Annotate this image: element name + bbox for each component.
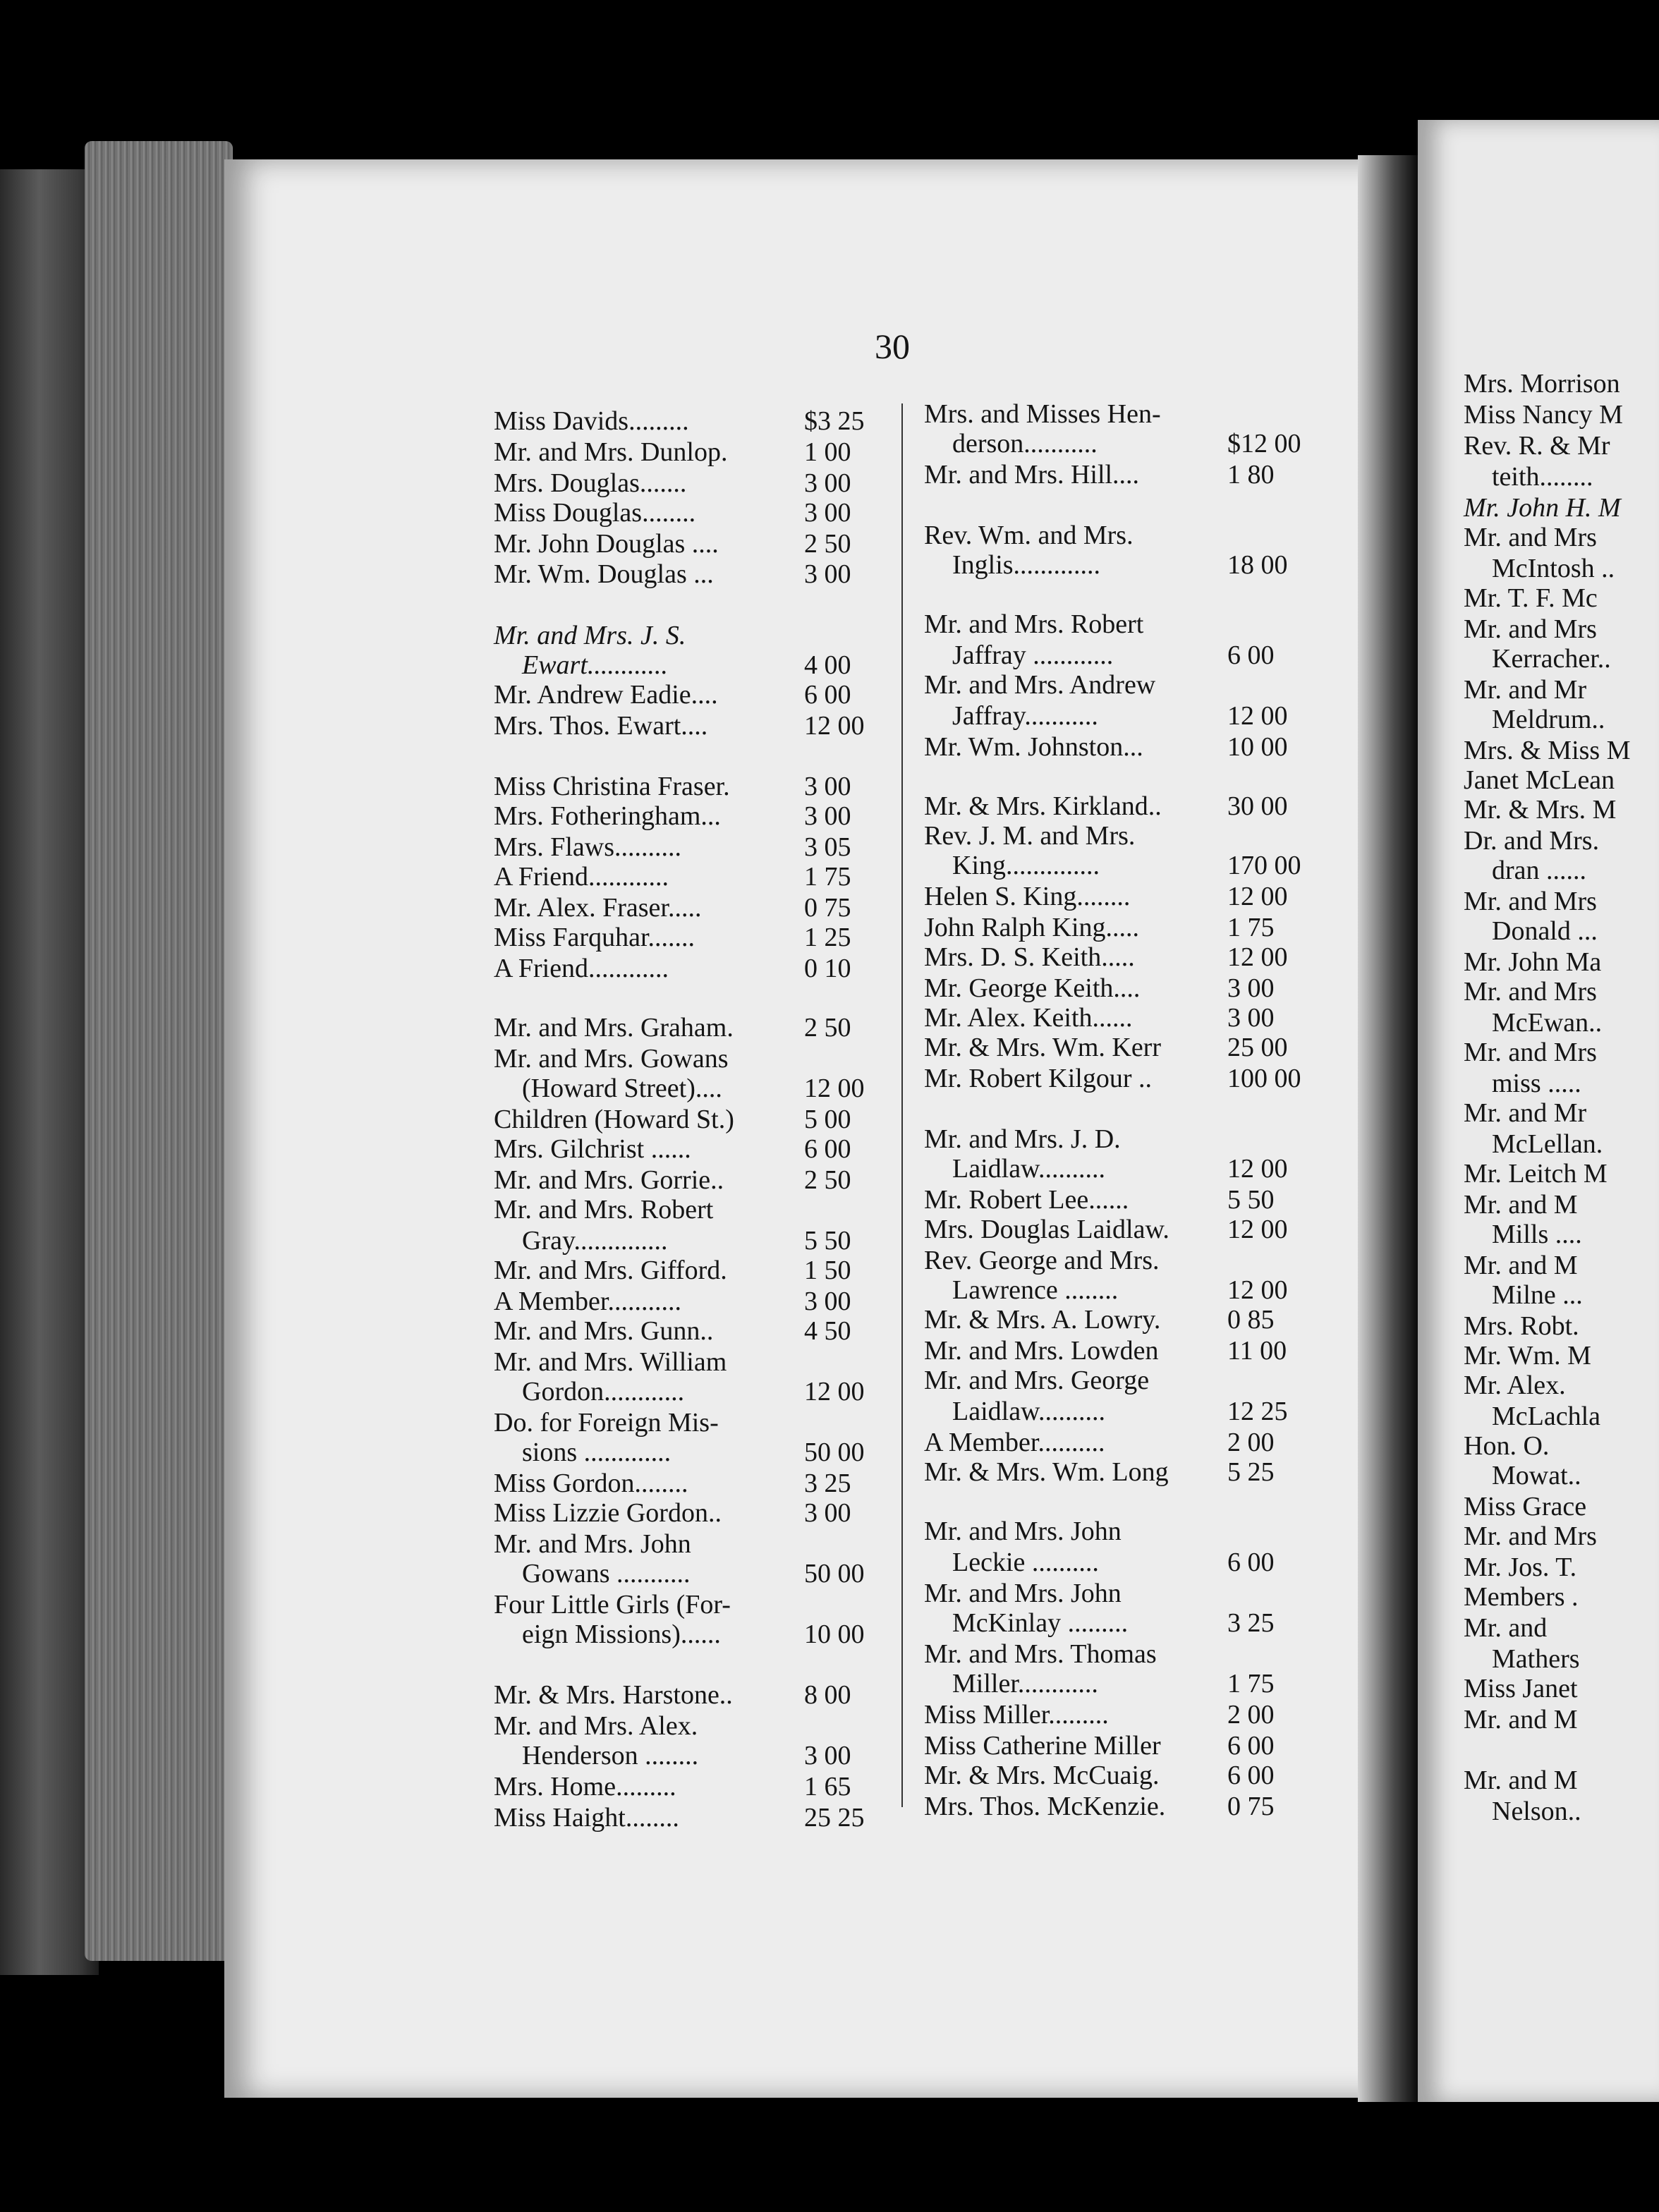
right-column-entry-name: Mr. & Mrs. Wm. Kerr <box>924 1033 1161 1062</box>
left-column-entry-name: Mr. and Mrs. Gunn.. <box>494 1316 714 1346</box>
right-column-entry-name: Mr. and Mrs. Lowden <box>924 1336 1159 1366</box>
right-column-entry <box>924 1518 1122 1545</box>
next-page-entry: McEwan.. <box>1492 1008 1603 1038</box>
right-column-entry-amount: 25 00 <box>1227 1033 1288 1062</box>
next-page-entry: Mr. and M <box>1464 1705 1578 1734</box>
right-column-entry-name: Mr. and Mrs. John <box>924 1579 1122 1608</box>
next-page-entry: Mr. T. F. Mc <box>1464 583 1598 613</box>
left-column-entry-amount: 50 00 <box>804 1438 865 1467</box>
next-page-entry: Mr. and Mrs <box>1464 887 1597 916</box>
right-column-entry-name: John Ralph King..... <box>924 913 1140 942</box>
right-column-entry-name: Mr. and Mrs. John <box>924 1517 1122 1546</box>
next-page-entry: Mr. Jos. T. <box>1464 1552 1577 1582</box>
right-column-entry-amount: 12 00 <box>1227 1275 1288 1305</box>
right-column-entry-name: Mr. Robert Kilgour .. <box>924 1064 1152 1093</box>
left-column-entry <box>494 559 851 589</box>
left-column-entry <box>494 832 851 862</box>
next-page-entry: Mr. John H. M <box>1464 493 1621 523</box>
right-column-entry-amount: 6 00 <box>1227 1761 1275 1790</box>
right-column-entry-amount: 12 00 <box>1227 1154 1288 1184</box>
left-column-entry-amount: 12 00 <box>804 1074 865 1103</box>
right-column-entry <box>924 913 1275 942</box>
right-column-entry <box>924 732 1288 762</box>
right-column-entry-amount: 11 00 <box>1227 1336 1287 1366</box>
left-column-entry <box>522 1377 865 1406</box>
right-column-entry-name: Mr. and Mrs. Thomas <box>924 1639 1157 1669</box>
left-column-entry <box>494 622 686 649</box>
left-column-entry <box>494 1045 728 1072</box>
left-column-entry-amount: $3 25 <box>804 406 865 436</box>
right-column-entry-amount: $12 00 <box>1227 429 1301 458</box>
left-column-entry-amount: 1 00 <box>804 437 851 467</box>
left-column-entry-name: Mrs. Gilchrist ...... <box>494 1134 691 1164</box>
right-column-entry-amount: 5 50 <box>1227 1185 1275 1215</box>
left-column-entry-amount: 3 00 <box>804 498 851 528</box>
next-page-entry: McLellan. <box>1492 1129 1603 1159</box>
left-column-entry-name: Miss Haight........ <box>494 1803 679 1833</box>
right-column-entry <box>924 882 1288 911</box>
right-column-entry <box>952 550 1288 580</box>
right-column-entry <box>924 611 1143 638</box>
right-column-entry <box>952 1608 1275 1638</box>
next-page-entry: Mathers <box>1492 1644 1580 1674</box>
next-page-entry: miss ..... <box>1492 1069 1581 1098</box>
next-page-entry: McLachla <box>1492 1402 1601 1431</box>
right-column-entry-name: Leckie .......... <box>952 1548 1099 1577</box>
next-page-entry: Dr. and Mrs. <box>1464 826 1600 856</box>
right-column-entry-name: A Member.......... <box>924 1428 1105 1457</box>
left-column-entry-amount: 1 65 <box>804 1772 851 1801</box>
right-column-entry-name: Rev. J. M. and Mrs. <box>924 821 1136 851</box>
right-column-entry-amount: 6 00 <box>1227 640 1275 670</box>
right-column-entry <box>924 1033 1288 1062</box>
left-column-entry-name: Gowans ........... <box>522 1559 691 1588</box>
left-column-entry-amount: 12 00 <box>804 711 865 741</box>
left-column-entry-amount: 4 00 <box>804 650 851 680</box>
left-column-entry <box>494 437 851 467</box>
left-column-entry-name: Mr. and Mrs. William <box>494 1347 727 1377</box>
right-column-entry-name: Mr. Robert Lee...... <box>924 1185 1129 1215</box>
left-column-entry <box>494 801 851 831</box>
next-page-entry: dran ...... <box>1492 856 1587 885</box>
right-column-entry-name: derson........... <box>952 429 1098 458</box>
left-column-entry-amount: 3 00 <box>804 1287 851 1316</box>
left-column-entry-amount: 0 10 <box>804 954 851 983</box>
left-column-entry <box>494 893 851 923</box>
right-column-entry-name: Mr. & Mrs. McCuaig. <box>924 1761 1160 1790</box>
right-column-entry <box>924 1003 1275 1033</box>
left-column-entry <box>494 1105 851 1134</box>
right-column-entry <box>924 822 1135 849</box>
left-column-entry <box>494 1287 851 1316</box>
right-column-entry <box>924 1215 1288 1244</box>
left-column-entry-name: A Friend............ <box>494 862 669 892</box>
next-page-entry: Mr. and Mrs <box>1464 523 1597 552</box>
left-column-entry <box>494 1591 731 1618</box>
right-column-entry-amount: 12 25 <box>1227 1397 1288 1426</box>
next-page-entry: Mr. John Ma <box>1464 947 1602 977</box>
right-column-entry-name: Mr. Alex. Keith...... <box>924 1003 1133 1033</box>
right-column-entry-name: King.............. <box>952 851 1100 880</box>
left-column-entry-amount: 12 00 <box>804 1377 865 1406</box>
next-page-entry: Mr. Wm. M <box>1464 1341 1591 1371</box>
right-column-entry-name: Mr. George Keith.... <box>924 973 1141 1003</box>
next-page-entry: Mrs. Morrison <box>1464 369 1620 399</box>
left-column-entry <box>494 772 851 801</box>
left-column-entry-name: Mr. John Douglas .... <box>494 529 719 559</box>
right-column-entry-name: Helen S. King........ <box>924 882 1131 911</box>
left-column-entry-amount: 10 00 <box>804 1620 865 1649</box>
left-column-entry <box>494 711 865 741</box>
right-column-entry <box>952 1397 1288 1426</box>
right-column-entry-name: Mrs. Douglas Laidlaw. <box>924 1215 1169 1244</box>
left-column-entry <box>494 468 851 498</box>
left-column-entry-name: Mr. and Mrs. Graham. <box>494 1013 734 1043</box>
right-column-entry-name: Miller............ <box>952 1669 1098 1699</box>
left-column-entry-name: Mr. and Mrs. Alex. <box>494 1711 698 1741</box>
left-column-entry <box>494 954 851 983</box>
left-column-entry-name: Mr. and Mrs. Robert <box>494 1195 714 1224</box>
right-column-entry <box>924 460 1275 490</box>
right-column-entry <box>924 1247 1159 1274</box>
right-column-entry-amount: 6 00 <box>1227 1548 1275 1577</box>
left-column-entry <box>494 1772 851 1801</box>
right-column-entry-name: Mrs. Thos. McKenzie. <box>924 1792 1166 1821</box>
next-page-entry: Members . <box>1464 1582 1579 1612</box>
right-column-entry-amount: 3 25 <box>1227 1608 1275 1638</box>
left-column-entry-name: sions ............. <box>522 1438 672 1467</box>
left-column-entry-amount: 2 50 <box>804 529 851 559</box>
left-column-entry-name: Mr. & Mrs. Harstone.. <box>494 1680 733 1710</box>
left-column-entry <box>494 1498 851 1528</box>
right-column-entry-amount: 18 00 <box>1227 550 1288 580</box>
left-column-entry-name: Children (Howard St.) <box>494 1105 734 1134</box>
left-column-entry <box>494 1134 851 1164</box>
left-column-entry-amount: 5 00 <box>804 1105 851 1134</box>
left-column-entry-amount: 8 00 <box>804 1680 851 1710</box>
right-column-entry-amount: 12 00 <box>1227 882 1288 911</box>
right-column-entry-amount: 5 25 <box>1227 1457 1275 1487</box>
left-column-entry <box>522 1438 865 1467</box>
right-column-entry-name: Mrs. and Misses Hen- <box>924 399 1161 429</box>
right-column-entry <box>952 1669 1275 1699</box>
right-column-entry <box>924 401 1161 427</box>
left-column-entry-name: Mr. Alex. Fraser..... <box>494 893 702 923</box>
next-page-entry: Kerracher.. <box>1492 644 1611 674</box>
left-column-entry-amount: 6 00 <box>804 1134 851 1164</box>
next-page-entry: Miss Grace <box>1464 1492 1587 1521</box>
next-page-entry: Mr. and Mr <box>1464 1098 1587 1128</box>
left-column-entry-name: Gray.............. <box>522 1226 668 1256</box>
left-column-entry-amount: 25 25 <box>804 1803 865 1833</box>
right-column-entry <box>924 973 1275 1003</box>
left-column-entry-name: (Howard Street).... <box>522 1074 722 1103</box>
right-column-entry-name: Lawrence ........ <box>952 1275 1119 1305</box>
left-column-entry-name: Gordon............ <box>522 1377 685 1406</box>
right-column-entry-amount: 2 00 <box>1227 1700 1275 1730</box>
right-column-entry-amount: 3 00 <box>1227 1003 1275 1033</box>
right-column-entry-amount: 0 85 <box>1227 1305 1275 1335</box>
right-column-entry-amount: 1 75 <box>1227 913 1275 942</box>
right-column-entry <box>924 1064 1301 1093</box>
next-page-entry: Donald ... <box>1492 916 1598 946</box>
right-column-entry <box>924 1731 1275 1761</box>
next-page-entry: Miss Nancy M <box>1464 400 1623 430</box>
next-page-entry: teith........ <box>1492 462 1593 492</box>
right-column-entry <box>924 1700 1275 1730</box>
left-column-entry <box>494 1013 851 1043</box>
right-column-entry <box>924 1641 1157 1667</box>
left-column-entry <box>522 1741 851 1770</box>
next-page-entry: Mr. and Mrs <box>1464 977 1597 1007</box>
left-column-entry-amount: 3 00 <box>804 1498 851 1528</box>
next-page-entry: Meldrum.. <box>1492 705 1605 734</box>
left-column-entry <box>522 1226 851 1256</box>
right-column-entry-name: Miss Miller......... <box>924 1700 1109 1730</box>
right-column-entry-amount: 12 00 <box>1227 701 1288 731</box>
left-column-entry-name: Do. for Foreign Mis- <box>494 1408 719 1438</box>
next-page-entry: Mills .... <box>1492 1220 1582 1249</box>
right-column-entry-name: McKinlay ......... <box>952 1608 1129 1638</box>
right-column-entry <box>952 429 1301 458</box>
right-column-entry <box>924 1792 1275 1821</box>
left-column-entry <box>494 1165 851 1195</box>
left-column-entry-amount: 3 25 <box>804 1469 851 1498</box>
next-page-entry: Rev. R. & Mr <box>1464 431 1610 461</box>
left-column-entry-name: Ewart............ <box>522 650 668 680</box>
right-column-entry-name: Mr. and Mrs. Robert <box>924 609 1144 639</box>
left-column-entry-amount: 1 25 <box>804 923 851 952</box>
right-column-entry-name: Mr. & Mrs. Wm. Long <box>924 1457 1169 1487</box>
right-column-entry-amount: 30 00 <box>1227 791 1288 821</box>
left-column-entry <box>494 1469 851 1498</box>
right-column-entry-name: Mr. & Mrs. A. Lowry. <box>924 1305 1161 1335</box>
right-column-entry <box>952 1275 1288 1305</box>
right-column-entry-amount: 12 00 <box>1227 1215 1288 1244</box>
left-column-entry-name: Miss Farquhar....... <box>494 923 695 952</box>
right-column-entry <box>924 1305 1275 1335</box>
left-column-entry-name: Miss Lizzie Gordon.. <box>494 1498 722 1528</box>
page-edges <box>85 141 233 1961</box>
left-column-entry-name: Mr. and Mrs. Gorrie.. <box>494 1165 724 1195</box>
book-gutter <box>1358 155 1418 2102</box>
next-page-entry: Mr. and M <box>1464 1190 1578 1220</box>
next-page-entry: Mr. Alex. <box>1464 1371 1566 1400</box>
right-column-entry-amount: 6 00 <box>1227 1731 1275 1761</box>
next-page-entry: Mr. and Mrs <box>1464 614 1597 644</box>
right-column-entry-name: Inglis............. <box>952 550 1101 580</box>
next-page-entry: Milne ... <box>1492 1280 1583 1310</box>
right-column-entry-amount: 1 80 <box>1227 460 1275 490</box>
right-column-entry-amount: 0 75 <box>1227 1792 1275 1821</box>
left-column-entry <box>522 1620 865 1649</box>
right-column-entry-amount: 2 00 <box>1227 1428 1275 1457</box>
next-page-entry: Mr. and Mrs <box>1464 1521 1597 1551</box>
next-page-entry: Mr. and <box>1464 1613 1548 1643</box>
right-column-entry <box>924 672 1155 698</box>
left-column-entry <box>494 1409 719 1436</box>
right-column-entry-name: Mr. and Mrs. George <box>924 1366 1150 1395</box>
left-column-entry-amount: 0 75 <box>804 893 851 923</box>
right-column-entry <box>924 1428 1275 1457</box>
left-column-entry-amount: 1 75 <box>804 862 851 892</box>
left-column-entry <box>494 1349 727 1375</box>
left-column-entry <box>522 1074 865 1103</box>
next-page-entry: Mr. and Mr <box>1464 675 1587 705</box>
left-column-entry-amount: 50 00 <box>804 1559 865 1588</box>
next-page-entry: Mr. Leitch M <box>1464 1159 1608 1189</box>
left-column-entry-name: Four Little Girls (For- <box>494 1590 731 1620</box>
right-column-entry-amount: 170 00 <box>1227 851 1301 880</box>
next-page-entry: Mrs. & Miss M <box>1464 736 1631 765</box>
right-column-entry-name: Rev. George and Mrs. <box>924 1246 1160 1275</box>
left-column-entry-name: Mr. and Mrs. J. S. <box>494 621 686 650</box>
left-column-entry <box>494 1803 865 1833</box>
left-column-entry-name: Mrs. Thos. Ewart.... <box>494 711 708 741</box>
left-column-entry-amount: 3 00 <box>804 801 851 831</box>
left-column-entry-amount: 3 00 <box>804 772 851 801</box>
left-column-entry-name: eign Missions)...... <box>522 1620 721 1649</box>
next-page-entry: Mr. & Mrs. M <box>1464 795 1617 825</box>
right-column-entry-amount: 12 00 <box>1227 942 1288 972</box>
next-page-entry: Mr. and Mrs <box>1464 1038 1597 1067</box>
left-column-entry-amount: 1 50 <box>804 1256 851 1285</box>
left-column-entry-name: Miss Christina Fraser. <box>494 772 730 801</box>
right-column-entry <box>924 1185 1275 1215</box>
right-column-entry <box>924 1126 1121 1153</box>
left-column-entry <box>494 1256 851 1285</box>
right-column-entry <box>924 1761 1275 1790</box>
left-column-entry-amount: 5 50 <box>804 1226 851 1256</box>
left-column-entry <box>494 1680 851 1710</box>
right-column-entry <box>952 851 1301 880</box>
page-number: 30 <box>875 327 910 366</box>
left-column-entry-name: Miss Gordon........ <box>494 1469 688 1498</box>
left-column-entry-name: Mr. and Mrs. Dunlop. <box>494 437 728 467</box>
left-column-entry-amount: 2 50 <box>804 1165 851 1195</box>
left-column-entry-amount: 6 00 <box>804 680 851 710</box>
right-column-entry-name: Jaffray........... <box>952 701 1098 731</box>
left-column-entry-amount: 2 50 <box>804 1013 851 1043</box>
left-column-entry <box>522 1559 865 1588</box>
right-column-entry-name: Laidlaw.......... <box>952 1397 1106 1426</box>
left-column-entry-name: Mrs. Flaws.......... <box>494 832 682 862</box>
right-column-entry-name: Mr. & Mrs. Kirkland.. <box>924 791 1162 821</box>
right-column-entry <box>952 701 1288 731</box>
next-page-entry: Janet McLean <box>1464 765 1615 795</box>
left-column-entry <box>494 1713 698 1739</box>
right-column-entry <box>924 791 1288 821</box>
right-column-entry <box>924 1457 1275 1487</box>
left-column-entry <box>494 923 851 952</box>
right-column-entry-name: Mr. and Mrs. J. D. <box>924 1124 1121 1154</box>
left-column-entry <box>494 529 851 559</box>
right-column-entry-name: Mrs. D. S. Keith..... <box>924 942 1135 972</box>
right-column-entry-name: Laidlaw.......... <box>952 1154 1106 1184</box>
right-column-entry <box>924 942 1288 972</box>
right-column-entry <box>924 1336 1287 1366</box>
left-column-entry-name: Mrs. Fotheringham... <box>494 801 721 831</box>
next-page-entry: Miss Janet <box>1464 1674 1578 1703</box>
right-column-entry-amount: 100 00 <box>1227 1064 1301 1093</box>
next-page-entry: Mowat.. <box>1492 1461 1581 1490</box>
right-column-entry-name: Jaffray ............ <box>952 640 1114 670</box>
left-column-entry <box>494 498 851 528</box>
right-column-entry-name: Mr. and Mrs. Hill.... <box>924 460 1140 490</box>
right-column-entry-name: Mr. Wm. Johnston... <box>924 732 1143 762</box>
left-column-entry <box>494 1316 851 1346</box>
right-column-entry-amount: 10 00 <box>1227 732 1288 762</box>
next-page-entry: Mrs. Robt. <box>1464 1311 1579 1341</box>
left-column-entry-amount: 3 00 <box>804 468 851 498</box>
left-column-entry-name: A Member........... <box>494 1287 681 1316</box>
left-column-entry-name: Miss Davids......... <box>494 406 689 436</box>
left-column-entry <box>494 680 851 710</box>
left-column-entry-name: Mr. and Mrs. Gifford. <box>494 1256 727 1285</box>
next-page-entry: Mr. and M <box>1464 1251 1578 1280</box>
right-column-entry-amount: 1 75 <box>1227 1669 1275 1699</box>
right-column-entry-name: Miss Catherine Miller <box>924 1731 1161 1761</box>
left-column-entry-amount: 4 50 <box>804 1316 851 1346</box>
column-divider <box>901 403 903 1807</box>
left-column-entry-amount: 3 05 <box>804 832 851 862</box>
right-column-entry <box>952 640 1275 670</box>
left-column-entry-name: Mrs. Home......... <box>494 1772 676 1801</box>
right-column-entry-name: Mr. and Mrs. Andrew <box>924 670 1156 700</box>
left-column-entry <box>494 1196 713 1223</box>
right-column-entry <box>952 1154 1288 1184</box>
left-column-entry <box>494 862 851 892</box>
right-column-entry-amount: 3 00 <box>1227 973 1275 1003</box>
left-column-entry-name: Mr. Wm. Douglas ... <box>494 559 714 589</box>
left-column-entry-name: Mr. and Mrs. John <box>494 1529 691 1559</box>
left-column-entry-amount: 3 00 <box>804 559 851 589</box>
book-spine <box>0 169 99 1975</box>
next-page-entry: Hon. O. <box>1464 1431 1550 1461</box>
left-column-entry-name: A Friend............ <box>494 954 669 983</box>
next-page-entry: McIntosh .. <box>1492 554 1615 583</box>
left-column-entry-name: Henderson ........ <box>522 1741 699 1770</box>
left-column-entry-name: Mrs. Douglas....... <box>494 468 687 498</box>
left-column-entry-name: Mr. and Mrs. Gowans <box>494 1044 729 1074</box>
right-column-entry <box>952 1548 1275 1577</box>
next-page-entry: Mr. and M <box>1464 1766 1578 1795</box>
next-page-entry: Nelson.. <box>1492 1797 1581 1826</box>
left-column-entry-amount: 3 00 <box>804 1741 851 1770</box>
left-column-entry <box>494 406 865 436</box>
left-column-entry <box>522 650 851 680</box>
right-column-entry <box>924 522 1134 549</box>
left-column-entry-name: Mr. Andrew Eadie.... <box>494 680 718 710</box>
right-column-entry <box>924 1367 1149 1394</box>
right-column-entry-name: Rev. Wm. and Mrs. <box>924 521 1134 550</box>
left-column-entry-name: Miss Douglas........ <box>494 498 696 528</box>
left-column-entry <box>494 1531 691 1557</box>
right-column-entry <box>924 1580 1122 1607</box>
